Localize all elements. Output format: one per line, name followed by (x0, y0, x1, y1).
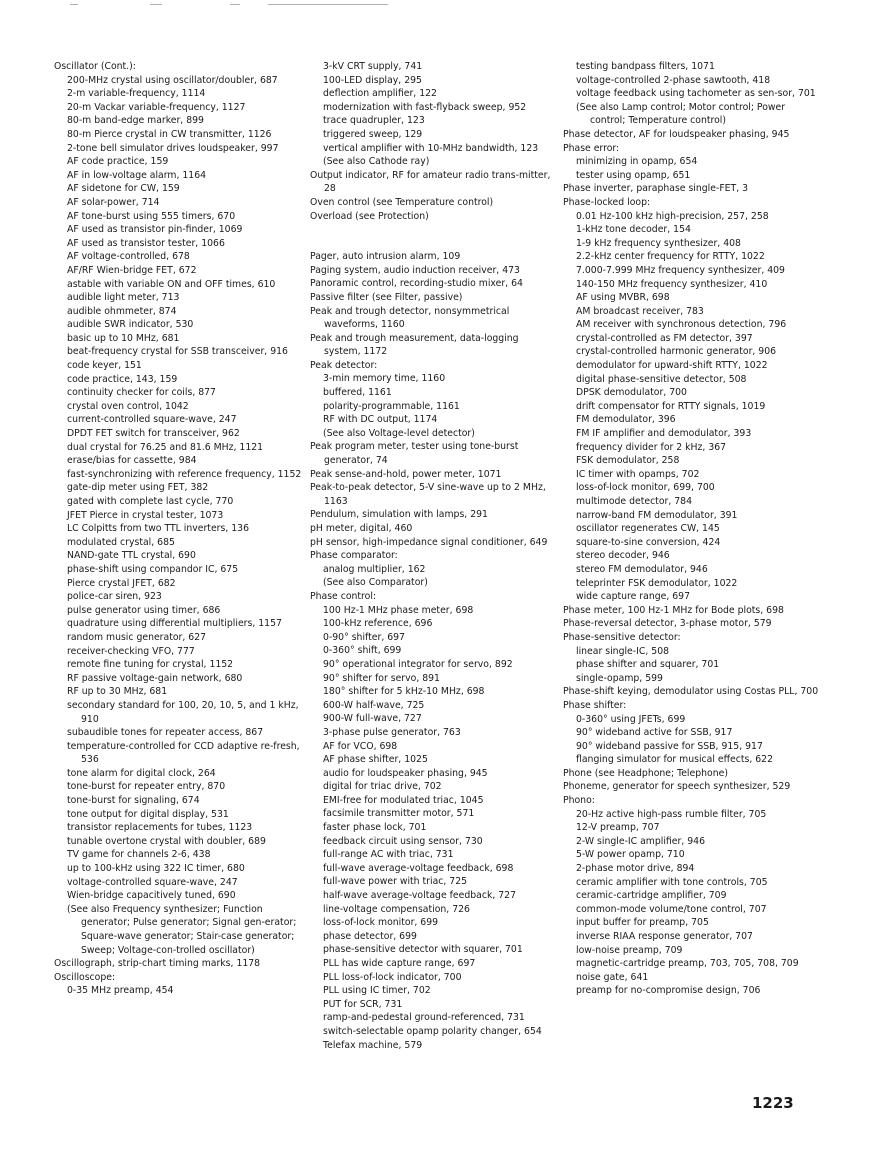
index-sub-entry: half-wave average-voltage feedback, 727 (323, 890, 516, 902)
index-main-entry: Oscillograph, strip-chart timing marks, 1178 (54, 958, 261, 970)
index-sub-entry: 100-LED display, 295 (323, 74, 422, 86)
index-sub-entry: 12-V preamp, 707 (576, 822, 660, 834)
index-sub-entry: teleprinter FSK demodulator, 1022 (576, 577, 738, 589)
index-sub-entry: 5-W power opamp, 710 (576, 849, 685, 861)
index-main-entry: Panoramic control, recording-studio mixer, 64 (310, 278, 523, 290)
header-rule (70, 4, 78, 5)
index-sub-entry: crystal-controlled as FM detector, 397 (576, 332, 753, 344)
index-sub-entry: input buffer for preamp, 705 (576, 917, 709, 929)
index-sub-entry: loss-of-lock monitor, 699, 700 (576, 482, 715, 494)
index-sub-entry: up to 100-kHz using 322 IC timer, 680 (67, 863, 245, 875)
index-main-entry: pH meter, digital, 460 (310, 523, 413, 534)
index-main-entry: Phone (see Headphone; Telephone) (563, 767, 728, 779)
index-main-entry: Phase inverter, paraphase single-FET, 3 (563, 183, 749, 195)
index-sub-entry: digital phase-sensitive detector, 508 (576, 373, 747, 385)
index-sub-entry: TV game for channels 2-6, 438 (67, 849, 211, 861)
index-sub-entry: gated with complete last cycle, 770 (67, 496, 234, 507)
index-sub-entry: AM receiver with synchronous detection, 796 (576, 319, 787, 331)
index-sub-entry: demodulator for upward-shift RTTY, 1022 (576, 360, 768, 372)
index-sub-entry: tone alarm for digital clock, 264 (67, 767, 216, 779)
index-sub-entry: narrow-band FM demodulator, 391 (576, 509, 738, 521)
index-sub-entry: RF with DC output, 1174 (323, 414, 438, 426)
index-sub-entry: code keyer, 151 (67, 360, 142, 372)
index-sub-entry: stereo decoder, 946 (576, 550, 670, 562)
index-sub-entry: LC Colpitts from two TTL inverters, 136 (67, 523, 249, 535)
index-sub-entry: feedback circuit using sensor, 730 (323, 835, 483, 847)
index-sub-entry: 900-W full-wave, 727 (323, 713, 422, 725)
index-sub-entry: DPDT FET switch for transceiver, 962 (67, 428, 240, 440)
index-sub-entry: dual crystal for 76.25 and 81.6 MHz, 1121 (67, 441, 264, 453)
index-sub-entry: voltage-controlled square-wave, 247 (67, 876, 238, 888)
header-rule (230, 4, 240, 5)
index-sub-entry: 7.000-7.999 MHz frequency synthesizer, 409 (576, 264, 785, 276)
header-rule (268, 4, 388, 5)
index-sub-entry: astable with variable ON and OFF times, 610 (67, 278, 276, 290)
index-main-entry: Paging system, audio induction receiver, 473 (310, 264, 520, 276)
index-sub-entry: Telefax machine, 579 (323, 1039, 423, 1051)
index-sub-entry: AF/RF Wien-bridge FET, 672 (67, 264, 197, 276)
index-sub-entry: square-to-sine conversion, 424 (576, 536, 721, 548)
index-sub-entry: basic up to 10 MHz, 681 (67, 332, 180, 344)
index-sub-entry: fast-synchronizing with reference frequency, 1152 (67, 468, 302, 480)
index-sub-entry: vertical amplifier with 10-MHz bandwidth, 123 (323, 142, 539, 154)
index-sub-entry: drift compensator for RTTY signals, 1019 (576, 400, 766, 412)
index-sub-entry: audible SWR indicator, 530 (67, 319, 194, 331)
index-sub-entry: 90° shifter for servo, 891 (323, 672, 440, 684)
index-sub-entry: AF for VCO, 698 (323, 740, 398, 752)
index-sub-entry: PUT for SCR, 731 (323, 998, 403, 1010)
index-sub-entry: 100-kHz reference, 696 (323, 618, 433, 630)
index-sub-entry: 3-min memory time, 1160 (323, 373, 446, 385)
index-main-entry: Peak and trough detector, nonsymmetrical waveforms, 1160 (310, 305, 510, 331)
index-sub-entry: testing bandpass filters, 1071 (576, 61, 715, 72)
index-sub-entry: quadrature using differential multipliers, 1157 (67, 618, 282, 630)
index-sub-entry: random music generator, 627 (67, 631, 207, 643)
section-gap (310, 223, 558, 250)
index-sub-entry: tone-burst for signaling, 674 (67, 795, 200, 807)
index-sub-entry: low-noise preamp, 709 (576, 944, 683, 956)
index-sub-entry: preamp for no-compromise design, 706 (576, 985, 761, 997)
index-sub-entry: (See also Comparator) (323, 577, 428, 589)
index-sub-entry: audio for loudspeaker phasing, 945 (323, 767, 488, 779)
index-main-entry: Phoneme, generator for speech synthesizer, 529 (563, 781, 791, 793)
index-sub-entry: subaudible tones for repeater access, 867 (67, 727, 264, 739)
index-sub-entry: 90° operational integrator for servo, 892 (323, 658, 513, 670)
index-sub-entry: erase/bias for cassette, 984 (67, 455, 197, 467)
index-main-entry: Phase shifter: (563, 699, 627, 711)
index-sub-entry: 2-phase motor drive, 894 (576, 863, 695, 875)
index-sub-entry: AF solar-power, 714 (67, 196, 160, 208)
index-sub-entry: 140-150 MHz frequency synthesizer, 410 (576, 278, 768, 290)
index-main-entry: Peak-to-peak detector, 5-V sine-wave up to 2 MHz, 1163 (310, 482, 546, 507)
index-main-entry: Phase detector, AF for loudspeaker phasing, 945 (563, 128, 790, 140)
index-sub-entry: JFET Pierce in crystal tester, 1073 (67, 509, 224, 521)
index-sub-entry: PLL using IC timer, 702 (323, 985, 431, 997)
index-sub-entry: AF in low-voltage alarm, 1164 (67, 169, 207, 181)
index-main-entry: Phase meter, 100 Hz-1 MHz for Bode plots, 698 (563, 604, 784, 616)
index-column-2 (310, 60, 558, 1052)
index-sub-entry: oscillator regenerates CW, 145 (576, 523, 720, 535)
index-sub-entry: remote fine tuning for crystal, 1152 (67, 659, 234, 671)
index-sub-entry: tunable overtone crystal with doubler, 689 (67, 835, 266, 847)
index-sub-entry: loss-of-lock monitor, 699 (323, 917, 439, 929)
index-sub-entry: buffered, 1161 (323, 387, 392, 399)
index-sub-entry: FSK demodulator, 258 (576, 455, 680, 467)
index-sub-entry: phase shifter and squarer, 701 (576, 659, 720, 671)
index-sub-entry: minimizing in opamp, 654 (576, 156, 698, 168)
index-sub-entry: 0-360° shift, 699 (323, 645, 402, 657)
index-sub-entry: pulse generator using timer, 686 (67, 604, 221, 616)
index-column-3 (563, 60, 823, 998)
index-sub-entry: magnetic-cartridge preamp, 703, 705, 708, 709 (576, 958, 799, 970)
index-sub-entry: phase-sensitive detector with squarer, 701 (323, 944, 523, 956)
index-sub-entry: ramp-and-pedestal ground-referenced, 731 (323, 1012, 525, 1024)
index-main-entry: Overload (see Protection) (310, 210, 429, 222)
index-sub-entry: 180° shifter for 5 kHz-10 MHz, 698 (323, 686, 485, 698)
index-sub-entry: temperature-controlled for CCD adaptive re-fresh, 536 (67, 740, 300, 766)
index-sub-entry: 2-W single-IC amplifier, 946 (576, 835, 705, 847)
index-main-entry: Peak program meter, tester using tone-burst generator, 74 (310, 441, 519, 467)
index-sub-entry: ceramic amplifier with tone controls, 705 (576, 876, 768, 888)
index-sub-entry: 90° wideband passive for SSB, 915, 917 (576, 740, 763, 752)
index-sub-entry: voltage-controlled 2-phase sawtooth, 418 (576, 74, 771, 86)
index-sub-entry: analog multiplier, 162 (323, 563, 426, 575)
index-sub-entry: 80-m band-edge marker, 899 (67, 115, 204, 127)
index-sub-entry: RF up to 30 MHz, 681 (67, 686, 168, 698)
index-sub-entry: phase-shift using compandor IC, 675 (67, 563, 239, 575)
index-sub-entry: common-mode volume/tone control, 707 (576, 903, 767, 915)
index-main-entry: Phono: (563, 795, 595, 807)
index-sub-entry: police-car siren, 923 (67, 591, 162, 603)
index-sub-entry: current-controlled square-wave, 247 (67, 414, 237, 426)
index-sub-entry: modulated crystal, 685 (67, 536, 175, 548)
index-sub-entry: continuity checker for coils, 877 (67, 387, 216, 399)
index-sub-entry: 2-tone bell simulator drives loudspeaker, 997 (67, 142, 279, 154)
index-sub-entry: 0-35 MHz preamp, 454 (67, 985, 174, 997)
index-sub-entry: AF phase shifter, 1025 (323, 754, 428, 766)
index-sub-entry: modernization with fast-flyback sweep, 952 (323, 101, 527, 113)
index-sub-entry: voltage feedback using tachometer as sen-sor, 701 (576, 88, 816, 100)
index-sub-entry: noise gate, 641 (576, 971, 649, 983)
index-sub-entry: 20-m Vackar variable-frequency, 1127 (67, 101, 246, 113)
index-sub-entry: tester using opamp, 651 (576, 169, 691, 181)
index-sub-entry: audible ohmmeter, 874 (67, 305, 177, 317)
index-sub-entry: secondary standard for 100, 20, 10, 5, and 1 kHz, 910 (67, 699, 299, 725)
index-main-entry: Peak sense-and-hold, power meter, 1071 (310, 468, 502, 480)
index-sub-entry: 80-m Pierce crystal in CW transmitter, 1126 (67, 128, 272, 140)
index-main-entry: Pendulum, simulation with lamps, 291 (310, 509, 488, 521)
index-sub-entry: ceramic-cartridge amplifier, 709 (576, 890, 727, 902)
index-sub-entry: 90° wideband active for SSB, 917 (576, 727, 733, 739)
index-sub-entry: PLL has wide capture range, 697 (323, 958, 476, 969)
index-main-entry: Phase error: (563, 142, 620, 154)
index-sub-entry: triggered sweep, 129 (323, 128, 423, 140)
index-sub-entry: AF using MVBR, 698 (576, 292, 670, 304)
index-sub-entry: tone-burst for repeater entry, 870 (67, 781, 226, 793)
index-sub-entry: 2.2-kHz center frequency for RTTY, 1022 (576, 251, 765, 263)
index-sub-entry: PLL loss-of-lock indicator, 700 (323, 971, 462, 983)
index-main-entry: pH sensor, high-impedance signal conditioner, 649 (310, 536, 548, 548)
index-sub-entry: AF tone-burst using 555 timers, 670 (67, 210, 236, 222)
index-sub-entry: NAND-gate TTL crystal, 690 (67, 550, 196, 562)
index-sub-entry: 3-kV CRT supply, 741 (323, 61, 423, 72)
index-main-entry: Phase-sensitive detector: (563, 631, 681, 643)
index-sub-entry: 1-kHz tone decoder, 154 (576, 224, 691, 236)
index-sub-entry: full-wave power with triac, 725 (323, 876, 468, 888)
index-sub-entry: beat-frequency crystal for SSB transceiver, 916 (67, 346, 288, 358)
index-sub-entry: (See also Cathode ray) (323, 156, 430, 168)
index-sub-entry: FM IF amplifier and demodulator, 393 (576, 428, 752, 440)
index-sub-entry: AF code practice, 159 (67, 156, 169, 168)
index-sub-entry: (See also Lamp control; Motor control; Power control; Temperature control) (576, 101, 786, 127)
index-main-entry: Peak detector: (310, 359, 378, 371)
index-main-entry: Phase-shift keying, demodulator using Costas PLL, 700 (563, 686, 819, 698)
index-main-entry: Oven control (see Temperature control) (310, 196, 494, 208)
index-sub-entry: line-voltage compensation, 726 (323, 903, 470, 915)
index-sub-entry: 0.01 Hz-100 kHz high-precision, 257, 258 (576, 210, 769, 222)
index-sub-entry: DPSK demodulator, 700 (576, 387, 687, 399)
index-sub-entry: full-wave average-voltage feedback, 698 (323, 862, 514, 874)
index-sub-entry: (See also Voltage-level detector) (323, 427, 475, 439)
index-sub-entry: 200-MHz crystal using oscillator/doubler, 687 (67, 74, 278, 86)
index-sub-entry: digital for triac drive, 702 (323, 781, 442, 793)
index-sub-entry: multimode detector, 784 (576, 496, 692, 507)
index-sub-entry: code practice, 143, 159 (67, 373, 178, 385)
index-sub-entry: IC timer with opamps, 702 (576, 468, 700, 480)
index-sub-entry: audible light meter, 713 (67, 292, 180, 304)
index-main-entry: Oscilloscope: (54, 971, 116, 983)
index-main-entry: Phase control: (310, 590, 377, 602)
index-sub-entry: facsimile transmitter motor, 571 (323, 808, 475, 820)
index-sub-entry: FM demodulator, 396 (576, 414, 676, 426)
index-sub-entry: 600-W half-wave, 725 (323, 699, 425, 711)
index-sub-entry: inverse RIAA response generator, 707 (576, 931, 753, 942)
index-sub-entry: linear single-IC, 508 (576, 645, 670, 657)
index-sub-entry: receiver-checking VFO, 777 (67, 645, 195, 657)
index-sub-entry: AM broadcast receiver, 783 (576, 305, 704, 317)
index-main-entry: Phase comparator: (310, 550, 398, 562)
index-sub-entry: faster phase lock, 701 (323, 822, 427, 834)
index-sub-entry: Pierce crystal JFET, 682 (67, 577, 176, 589)
index-column-1 (54, 60, 304, 998)
index-sub-entry: gate-dip meter using FET, 382 (67, 482, 209, 494)
index-sub-entry: 1-9 kHz frequency synthesizer, 408 (576, 237, 741, 249)
index-sub-entry: single-opamp, 599 (576, 672, 663, 684)
index-sub-entry: tone output for digital display, 531 (67, 808, 229, 820)
index-sub-entry: AF used as transistor pin-finder, 1069 (67, 224, 243, 236)
page-number: 1223 (752, 1094, 794, 1112)
index-sub-entry: frequency divider for 2 kHz, 367 (576, 441, 727, 453)
index-sub-entry: wide capture range, 697 (576, 591, 690, 603)
index-main-entry: Peak and trough measurement, data-logging system, 1172 (310, 332, 519, 358)
header-rule (150, 4, 162, 5)
index-sub-entry: full-range AC with triac, 731 (323, 849, 454, 861)
index-sub-entry: switch-selectable opamp polarity changer, 654 (323, 1025, 542, 1037)
index-sub-entry: AF used as transistor tester, 1066 (67, 237, 225, 249)
index-sub-entry: polarity-programmable, 1161 (323, 400, 460, 412)
index-sub-entry: 3-phase pulse generator, 763 (323, 726, 461, 738)
index-sub-entry: 0-360° using JFETs, 699 (576, 713, 686, 725)
index-sub-entry: stereo FM demodulator, 946 (576, 563, 708, 575)
index-main-entry: Phase-locked loop: (563, 196, 651, 208)
index-sub-entry: trace quadrupler, 123 (323, 115, 425, 127)
index-sub-entry: 100 Hz-1 MHz phase meter, 698 (323, 604, 474, 616)
index-sub-entry: AF sidetone for CW, 159 (67, 183, 180, 195)
index-sub-entry: (See also Frequency synthesizer; Function generator; Pulse generator; Signal gen-erator; Square-wave generator; Stair-case generator; Sweep; Voltage-con-trolled oscillator) (67, 903, 297, 956)
index-sub-entry: RF passive voltage-gain network, 680 (67, 672, 243, 684)
index-sub-entry: crystal-controlled harmonic generator, 906 (576, 346, 777, 358)
index-main-entry: Oscillator (Cont.): (54, 61, 136, 72)
index-main-entry: Output indicator, RF for amateur radio trans-mitter, 28 (310, 169, 551, 195)
index-sub-entry: crystal oven control, 1042 (67, 400, 189, 412)
index-sub-entry: 2-m variable-frequency, 1114 (67, 88, 206, 100)
index-sub-entry: transistor replacements for tubes, 1123 (67, 822, 253, 834)
index-sub-entry: 20-Hz active high-pass rumble filter, 705 (576, 808, 767, 820)
index-sub-entry: 0-90° shifter, 697 (323, 631, 405, 643)
index-sub-entry: deflection amplifier, 122 (323, 88, 437, 100)
index-sub-entry: flanging simulator for musical effects, 622 (576, 754, 774, 766)
index-sub-entry: Wien-bridge capacitively tuned, 690 (67, 890, 236, 902)
index-sub-entry: phase detector, 699 (323, 930, 417, 942)
index-sub-entry: EMI-free for modulated triac, 1045 (323, 794, 484, 806)
index-main-entry: Pager, auto intrusion alarm, 109 (310, 251, 461, 263)
index-main-entry: Phase-reversal detector, 3-phase motor, 579 (563, 618, 772, 630)
index-main-entry: Passive filter (see Filter, passive) (310, 291, 463, 303)
index-sub-entry: AF voltage-controlled, 678 (67, 251, 190, 263)
